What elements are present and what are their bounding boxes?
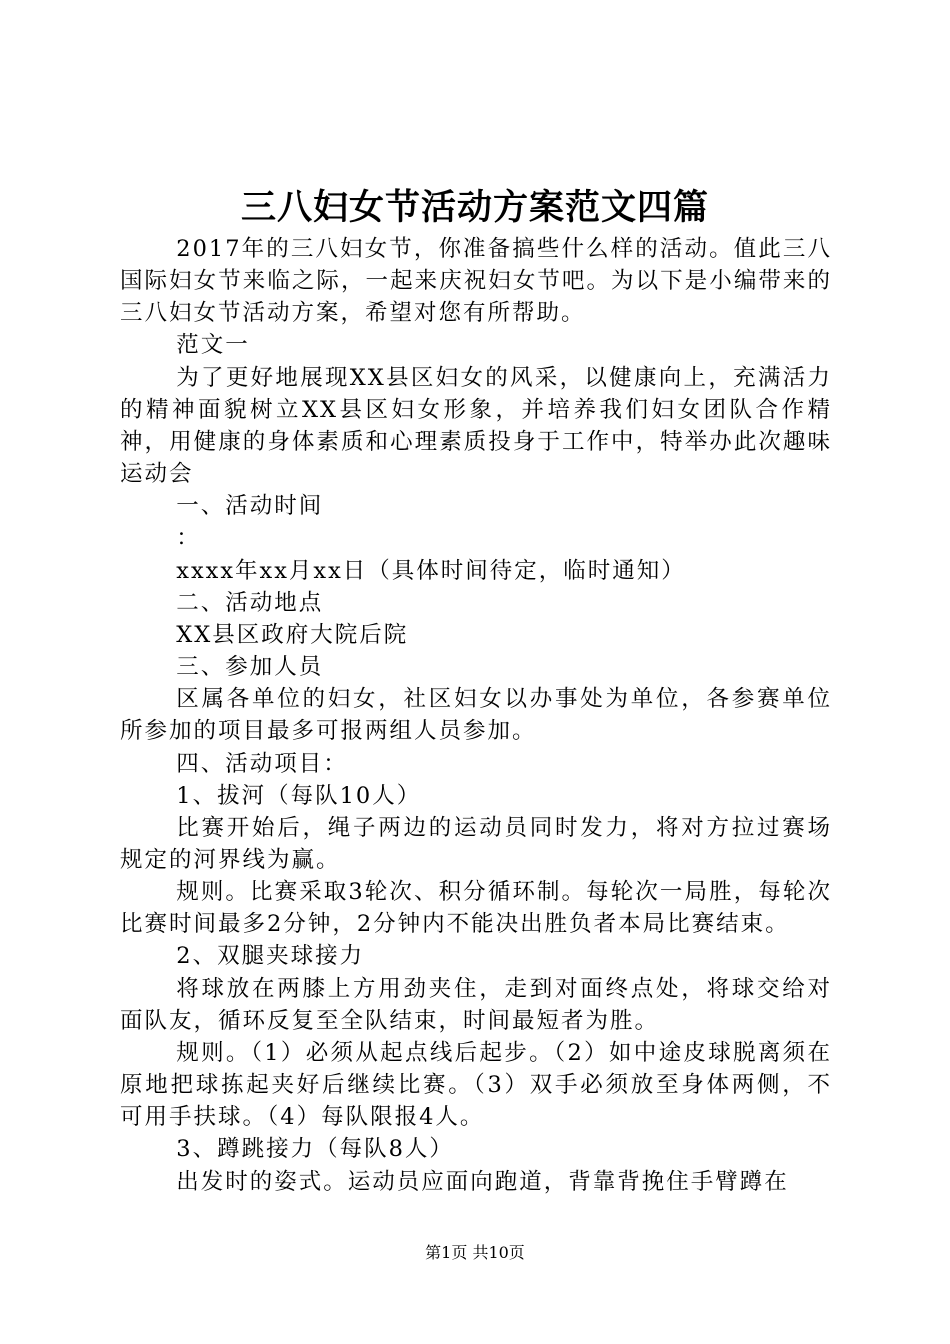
- document-title: 三八妇女节活动方案范文四篇: [240, 187, 709, 228]
- section-heading-location: 二、活动地点: [176, 589, 324, 616]
- paragraph-tug-of-war-desc: 比赛开始后，绳子两边的运动员同时发力，将对方拉过赛场规定的河界线为赢。: [120, 814, 832, 873]
- paragraph-ball-relay-desc: 将球放在两膝上方用劲夹住，走到对面终点处，将球交给对面队友，循环反复至全队结束，时间最短者为胜。: [120, 975, 832, 1034]
- paragraph-location: XX县区政府大院后院: [176, 621, 409, 648]
- section-heading-events: 四、活动项目：: [176, 750, 348, 777]
- paragraph-intro: 2017年的三八妇女节，你准备搞些什么样的活动。值此三八国际妇女节来临之际，一起来庆祝妇女节吧。为以下是小编带来的三八妇女节活动方案，希望对您有所帮助。: [120, 236, 832, 327]
- document-body: [120, 233, 832, 1198]
- section-heading-time: 一、活动时间: [176, 493, 324, 520]
- paragraph-squat-jump-desc: 出发时的姿式。运动员应面向跑道，背靠背挽住手臂蹲在: [176, 1168, 789, 1195]
- paragraph-sample-one-heading: 范文一: [176, 332, 250, 359]
- paragraph-participants: 区属各单位的妇女，社区妇女以办事处为单位，各参赛单位所参加的项目最多可报两组人员参加。: [120, 686, 832, 745]
- event-heading-squat-jump: 3、蹲跳接力（每队8人）: [176, 1136, 454, 1163]
- section-heading-participants: 三、参加人员: [176, 654, 324, 681]
- paragraph-colon: ：: [176, 525, 201, 552]
- page-number-footer: 第1页 共10页: [425, 1243, 525, 1262]
- paragraph-date: xxxx年xx月xx日（具体时间待定，临时通知）: [176, 557, 686, 584]
- paragraph-purpose: 为了更好地展现XX县区妇女的风采，以健康向上，充满活力的精神面貌树立XX县区妇女形象，并培养我们妇女团队合作精神，用健康的身体素质和心理素质投身于工作中，特举办此次趣味运动会: [120, 364, 832, 488]
- event-heading-ball-relay: 2、双腿夹球接力: [176, 943, 365, 970]
- paragraph-tug-of-war-rules: 规则。比赛采取3轮次、积分循环制。每轮次一局胜，每轮次比赛时间最多2分钟，2分钟内不能决出胜负者本局比赛结束。: [120, 879, 832, 938]
- event-heading-tug-of-war: 1、拔河（每队10人）: [176, 782, 422, 809]
- paragraph-ball-relay-rules: 规则。（1）必须从起点线后起步。（2）如中途皮球脱离须在原地把球拣起夹好后继续比赛。（3）双手必须放至身体两侧，不可用手扶球。（4）每队限报4人。: [120, 1039, 832, 1131]
